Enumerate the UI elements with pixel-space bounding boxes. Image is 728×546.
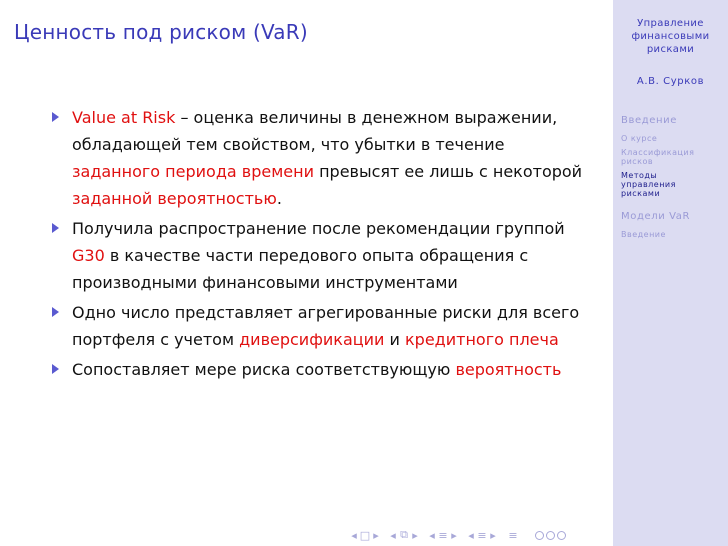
bullet-text: и — [384, 330, 406, 349]
sidebar-item-risk-management-methods[interactable] — [621, 171, 676, 198]
sidebar-item-label: рисков — [621, 157, 654, 166]
highlighted-term: вероятность — [455, 360, 562, 379]
sidebar-title-line: финансовыми — [631, 31, 710, 42]
arrow-right-icon[interactable]: ▸ — [490, 528, 496, 542]
bullet-arrow-icon — [52, 307, 59, 317]
section-icon[interactable]: ≡ — [438, 528, 448, 542]
arrow-left-icon[interactable]: ◂ — [468, 528, 474, 542]
sidebar-author[interactable]: А.В. Сурков — [636, 76, 705, 87]
bullet-item — [50, 104, 590, 212]
bullet-arrow-icon — [52, 112, 59, 122]
sidebar-title-line: Управление — [637, 18, 704, 29]
bullet-list — [50, 104, 590, 386]
highlighted-term: заданного периода времени — [72, 162, 314, 181]
arrow-right-icon[interactable]: ▸ — [451, 528, 457, 542]
arrow-right-icon[interactable]: ▸ — [373, 528, 379, 542]
sidebar-item-label: Классификация — [621, 148, 695, 157]
sidebar-item-label: О курсе — [621, 134, 658, 143]
sidebar-item-label: рисками — [621, 189, 661, 198]
bullet-item — [50, 356, 590, 383]
highlighted-term: G30 — [72, 246, 105, 265]
sidebar — [613, 0, 728, 546]
highlighted-term: кредитного плеча — [405, 330, 559, 349]
bullet-text: . — [276, 189, 282, 208]
search-icon[interactable] — [535, 531, 566, 540]
bullet-item — [50, 299, 590, 353]
bullet-arrow-icon — [52, 223, 59, 233]
bullet-text: Одно число представляет агрегированные риски для всего портфеля с учетом — [72, 303, 580, 349]
arrow-left-icon[interactable]: ◂ — [390, 528, 396, 542]
sidebar-item-label: управления — [621, 180, 676, 189]
arrow-left-icon[interactable]: ◂ — [429, 528, 435, 542]
nav-frame-group — [389, 528, 419, 542]
sidebar-section-var-models[interactable]: Модели VaR — [621, 211, 691, 222]
bullet-text: Получила распространение после рекомендации группой — [72, 219, 565, 238]
section-icon[interactable]: ≡ — [477, 528, 487, 542]
bullet-text: Сопоставляет мере риска соответствующую — [72, 360, 456, 379]
nav-subsection-group — [428, 529, 458, 542]
highlighted-term: Value at Risk — [72, 108, 176, 127]
sidebar-item-var-intro[interactable] — [621, 230, 666, 239]
frame-icon[interactable]: □ — [359, 528, 371, 542]
highlighted-term: диверсификации — [239, 330, 385, 349]
arrow-right-icon[interactable]: ▸ — [412, 528, 418, 542]
sidebar-item-label: Введение — [621, 230, 666, 239]
nav-slide-group — [350, 529, 380, 542]
bullet-arrow-icon — [52, 364, 59, 374]
bullet-text: в качестве части передового опыта обращения с производными финансовыми инструментами — [72, 246, 529, 292]
sidebar-item-risk-classification[interactable] — [621, 148, 694, 166]
sidebar-section-intro[interactable]: Введение — [621, 115, 677, 126]
nav-align-group — [506, 529, 520, 542]
sidebar-item-about-course[interactable] — [621, 134, 657, 143]
sidebar-title-line: рисками — [646, 44, 695, 55]
highlighted-term: заданной вероятностью — [72, 189, 277, 208]
align-icon[interactable]: ≡ — [508, 528, 518, 542]
frame-title: Ценность под риском (VaR) — [14, 20, 308, 44]
sidebar-item-label: Методы — [621, 171, 658, 180]
bullet-text: – оценка величины в денежном выражении, обладающей тем свойством, что убытки в течение — [72, 108, 558, 154]
bullet-text: превысят ее лишь с некоторой — [313, 162, 583, 181]
subsection-icon[interactable]: ⧉ — [400, 528, 408, 541]
beamer-navigation-bar — [350, 528, 566, 542]
arrow-left-icon[interactable]: ◂ — [351, 528, 357, 542]
sidebar-title[interactable] — [613, 17, 728, 56]
bullet-item — [50, 215, 590, 296]
nav-section-group — [467, 529, 497, 542]
